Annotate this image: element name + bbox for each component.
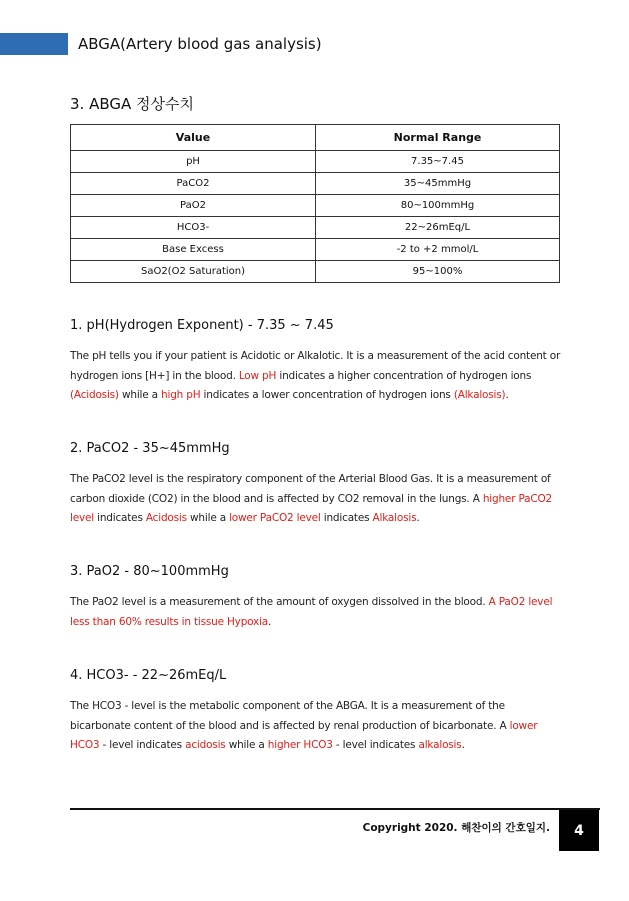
table-row	[71, 151, 560, 173]
table-cell-range: 35~45mmHg	[316, 173, 560, 195]
section-paragraph	[70, 470, 562, 529]
body-text: .	[461, 739, 465, 751]
table-cell-range: 7.35~7.45	[316, 151, 560, 173]
body-text: The HCO3 - level is the metabolic component of the ABGA. It is a measurement of the bicarbonate content of the blood and is affected by renal production of bicarbonate. A	[70, 700, 510, 732]
body-text: The PaO2 level is a measurement of the amount of oxygen dissolved in the blood.	[70, 596, 489, 608]
body-text: The PaCO2 level is the respiratory component of the Arterial Blood Gas. It is a measurement of carbon dioxide (CO2) in the blood and is affected by CO2 removal in the lungs. A	[70, 473, 551, 505]
section-heading: 2. PaCO2 - 35~45mmHg	[70, 441, 230, 456]
section-paragraph	[70, 347, 562, 406]
table-row	[71, 195, 560, 217]
table-cell-value: PaO2	[71, 195, 316, 217]
highlighted-text: acidosis	[185, 739, 226, 751]
table-row	[71, 239, 560, 261]
table-cell-range: 95~100%	[316, 261, 560, 283]
highlighted-text: A PaO2 level less than 60% results in tissue Hypoxia	[70, 596, 553, 628]
body-text: indicates	[93, 512, 146, 524]
table-cell-value: HCO3-	[71, 217, 316, 239]
section-pao2	[70, 564, 562, 632]
body-text: indicates a lower concentration of hydrogen ions	[200, 389, 454, 401]
body-text: The pH tells you if your patient is Acidotic or Alkalotic. It is a measurement of the acid content or hydrogen ions [H+] in the blood.	[70, 350, 561, 382]
highlighted-text: Acidosis	[145, 512, 187, 524]
section-title: 3. ABGA 정상수치	[70, 95, 194, 113]
body-text: - level indicates	[332, 739, 419, 751]
body-text: while a	[225, 739, 268, 751]
highlighted-text: high pH	[161, 389, 201, 401]
section-heading: 4. HCO3- - 22~26mEq/L	[70, 668, 227, 683]
table-row	[71, 261, 560, 283]
table-cell-range: 80~100mmHg	[316, 195, 560, 217]
body-text: while a	[118, 389, 162, 401]
highlighted-text: lower PaCO2 level	[229, 512, 321, 524]
page-number: 4	[559, 810, 599, 851]
highlighted-text: Alkalosis	[372, 512, 417, 524]
section-hco3	[70, 668, 562, 756]
section-paragraph	[70, 593, 562, 632]
normal-range-table	[70, 124, 560, 283]
column-header-normal-range: Normal Range	[316, 125, 560, 151]
highlighted-text: higher HCO3	[267, 739, 333, 751]
highlighted-text: (Alkalosis)	[453, 389, 506, 401]
document-title: ABGA(Artery blood gas analysis)	[78, 35, 322, 53]
highlighted-text: (Acidosis)	[70, 389, 119, 401]
table-row	[71, 173, 560, 195]
section-heading: 1. pH(Hydrogen Exponent) - 7.35 ~ 7.45	[70, 318, 334, 333]
table-cell-value: PaCO2	[71, 173, 316, 195]
highlighted-text: higher PaCO2 level	[70, 492, 553, 524]
body-text: - level indicates	[99, 739, 186, 751]
highlighted-text: Low pH	[238, 369, 277, 382]
highlighted-text: alkalosis	[418, 739, 462, 751]
table-cell-value: SaO2(O2 Saturation)	[71, 261, 316, 283]
table-cell-range: 22~26mEq/L	[316, 217, 560, 239]
section-ph	[70, 318, 562, 406]
body-text: .	[505, 389, 509, 401]
table-row	[71, 217, 560, 239]
highlighted-text: lower HCO3	[70, 719, 538, 751]
body-text: .	[268, 615, 272, 628]
footer-divider	[70, 808, 600, 810]
section-paco2	[70, 441, 562, 529]
table-cell-value: Base Excess	[71, 239, 316, 261]
section-paragraph	[70, 697, 562, 756]
body-text: indicates	[320, 512, 373, 524]
header-accent-bar	[0, 33, 68, 55]
section-heading: 3. PaO2 - 80~100mmHg	[70, 564, 229, 579]
body-text: .	[416, 512, 420, 524]
table-cell-range: -2 to +2 mmol/L	[316, 239, 560, 261]
body-text: while a	[186, 512, 230, 524]
table-header-row	[71, 125, 560, 151]
body-text: indicates a higher concentration of hydrogen ions	[276, 369, 532, 382]
footer-copyright: Copyright 2020. 해찬이의 간호일지.	[362, 822, 550, 834]
column-header-value: Value	[71, 125, 316, 151]
table-cell-value: pH	[71, 151, 316, 173]
